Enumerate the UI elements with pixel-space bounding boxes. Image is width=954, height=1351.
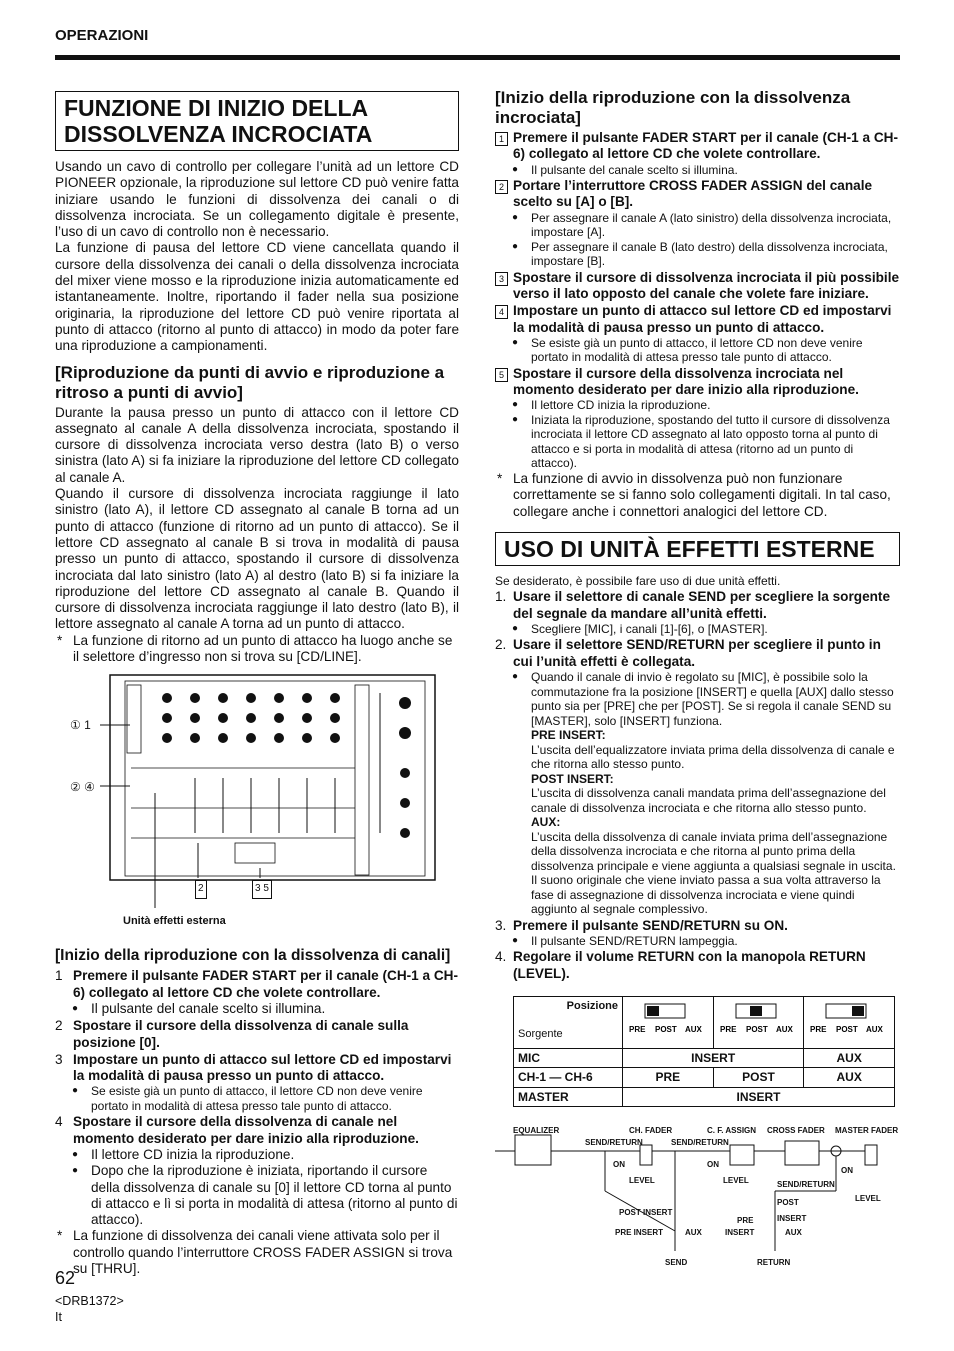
page-number: 62 [55,1268,76,1288]
cross-bullet-5b: ● Iniziata la riproduzione, spostando del tutto il cursore di dissolvenza incrociata il lettore CD assegnato al lato opposto torna al punto di attacco e si porta in modalità di attesa (ritorno ad un punto di attacco). [495,413,900,471]
table-header-cell: Posizione Sorgente [514,996,623,1048]
flow-cf-assign: C. F. ASSIGN [707,1125,757,1135]
subsection-title-channel-fade: [Inizio della riproduzione con la dissolvenza di canali] [55,947,451,965]
left-column [55,91,459,1277]
intro-paragraph-1: Usando un cavo di controllo per collegare l’unità ad un lettore CD PIONEER opzionale, la riproduzione sul lettore CD può venire fatta iniziare usando le funzioni di dissolvenza dei canali o di dissolvenza incrociata. Se un collegamento digitale è presente, l’uso di un cavo di controllo non è necessario. [55,159,459,240]
flow-level-3: LEVEL [855,1193,881,1203]
table-row: CH-1 — CH-6 PRE POST AUX [514,1068,895,1087]
svg-text:AUX: AUX [866,1025,884,1035]
flow-insert: INSERT [725,1227,755,1237]
table-row: MASTER INSERT [514,1087,895,1106]
svg-text:POST: POST [836,1025,859,1035]
post-insert-def: POST INSERT: L’uscita di dissolvenza canali mandata prima dell’assegnazione del canale di dissolvenza incrociata e che ritorna allo stesso punto. [531,771,886,815]
send-return-table [513,996,895,1107]
effects-step-1: 1. Usare il selettore di canale SEND per scegliere la sorgente del segnale da mandare all’unità effetti. [495,589,891,621]
flow-send-return-1: SEND/RETURN [585,1137,643,1147]
pre-insert-def: PRE INSERT: L’uscita dell’equalizzatore inviata prima della dissolvenza di canale e che ritorna allo stesso punto. [531,728,895,772]
switch-position-pre [623,996,714,1048]
flow-level-1: LEVEL [629,1175,655,1185]
cross-step-4: 4 Impostare un punto di attacco sul lettore CD ed impostarvi la modalità di pausa presso un punto di attacco. [495,303,900,336]
section-title-crossfade: FUNZIONE DI INIZIO DELLA DISSOLVENZA INCROCIATA [55,91,459,151]
cross-step-3: 3 Spostare il cursore di dissolvenza incrociata il più possibile verso il lato opposto del canale che volete fare iniziare. [495,270,900,303]
flow-aux-1: AUX [685,1227,702,1237]
svg-text:AUX: AUX [685,1025,702,1035]
channel-bullet-1: ● Il pulsante del canale scelto si illumina. [55,1001,459,1017]
flow-equalizer: EQUALIZER [513,1125,560,1135]
right-column [495,88,900,1271]
subsection-title-crossfade-start: [Inizio della riproduzione con la dissolvenza incrociata] [495,88,851,127]
effects-intro: Se desiderato, è possibile fare uso di due unità effetti. [495,573,781,588]
diagram-label-2: ② ④ [70,780,95,795]
channel-step-4: 4 Spostare il cursore della dissolvenza di canale nel momento desiderato per dare inizio alla riproduzione. [55,1114,419,1146]
section-header: OPERAZIONI [55,27,149,44]
cross-bullet-2a: ● Per assegnare il canale A (lato sinistro) della dissolvenza incrociata, impostare [A]. [495,211,900,240]
effects-bullet-2: ● Quando il canale di invio è regolato su [MIC], è possibile solo la commutazione fra la posizione [INSERT] e quella [AUX] dallo stesso punto sia per [PRE] che per [POST]. Se si regola il canale SEND su [MASTER], solo [INSERT] funziona. [495,670,900,728]
flow-aux-2: AUX [785,1227,802,1237]
diagram-label-4: 3 5 [252,880,272,898]
svg-text:AUX: AUX [775,1025,793,1035]
diagram-caption: Unità effetti esterna [123,915,226,928]
channel-bullet-4b: ● Dopo che la riproduzione è iniziata, riportando il cursore della dissolvenza di canale su [0] il lettore CD torna al punto di attacco e lì si porta in modalità di attesa (ritorno al punto di attacco). [55,1163,459,1228]
mixer-diagram [55,673,459,938]
diagram-label-3: 2 [195,880,207,898]
switch-position-aux [804,996,895,1048]
cross-bullet-2b: ● Per assegnare il canale B (lato destro) della dissolvenza incrociata, impostare [B]. [495,240,900,269]
signal-flow-diagram [495,1121,900,1271]
cross-note: * La funzione di avvio in dissolvenza può non funzionare correttamente se si fanno solo collegamenti digitali. In tal caso, collegare anche i connettori analogici del lettore CD. [495,471,900,520]
flow-pre: PRE [737,1215,754,1225]
cross-step-5: 5 Spostare il cursore della dissolvenza incrociata nel momento desiderato per dare inizio alla riproduzione. [495,366,900,399]
aux-def: AUX: L’uscita della dissolvenza di canale inviata prima dell’assegnazione della dissolvenza incrociata e che ritorna al punto prima della dissolvenza principale e viene aggiunta a qualsiasi segnale in uscita. Il suono originale che viene inviato passa a sua volta attraverso la fase di assegnazione di dissolvenza incrociata e viene quindi aggiunto al segnale complessivo. [531,815,896,917]
svg-text:PRE: PRE [719,1025,737,1035]
flow-send-return-3: SEND/RETURN [777,1179,835,1189]
channel-step-1: 1 Premere il pulsante FADER START per il canale (CH-1 a CH-6) collegato al lettore CD che volete controllare. [55,968,458,1000]
channel-bullet-3: ● Se esiste già un punto di attacco, il lettore CD non deve venire portato in modalità di attesa presso tale punto di attacco. [55,1084,459,1113]
svg-text:POST: POST [655,1025,677,1035]
flow-on-2: ON [707,1159,719,1169]
switch-position-post [713,996,804,1048]
svg-text:PRE: PRE [810,1025,827,1035]
channel-step-3: 3 Impostare un punto di attacco sul lettore CD ed impostarvi la modalità di pausa presso un punto di attacco. [55,1051,452,1084]
cross-step-2: 2 Portare l’interruttore CROSS FADER ASSIGN del canale scelto su [A] o [B]. [495,178,900,211]
flow-master-fader: MASTER FADER [835,1125,899,1135]
effects-bullet-3: ● Il pulsante SEND/RETURN lampeggia. [495,934,900,949]
header-rule [55,55,900,60]
cue-paragraph-1: Durante la pausa presso un punto di attacco con il lettore CD assegnato al canale A della dissolvenza incrociata, spostando il cursore di dissolvenza incrociata verso destra (lato B) o verso sinistra (lato A) si fa iniziare la riproduzione del lettore CD collegato al canale A. [55,404,459,485]
flow-ch-fader: CH. FADER [629,1125,673,1135]
doc-code: <DRB1372> It [55,1294,124,1324]
cross-bullet-1: ● Il pulsante del canale scelto si illumina. [495,163,900,178]
flow-post-insert-1: POST INSERT [619,1207,673,1217]
intro-paragraph-2: La funzione di pausa del lettore CD viene cancellata quando il cursore della dissolvenza dei canali o della dissolvenza incrociata del mixer viene mosso e la riproduzione inizia automaticamente ed istantaneamente. Inoltre, riportando il fader nella sua posizione originaria, la riproduzione del lettore CD può venire riportata al punto di attacco (ritorno al punto di attacco) in modo da poter fare una riproduzione a campionamenti. [55,240,459,354]
flow-cross-fader: CROSS FADER [767,1125,825,1135]
cue-note: * La funzione di ritorno ad un punto di attacco ha luogo anche se il selettore d’ingresso non si trova su [CD/LINE]. [55,633,459,666]
flow-send: SEND [665,1257,688,1267]
flow-send-return-2: SEND/RETURN [671,1137,729,1147]
svg-text:PRE: PRE [629,1025,646,1035]
effects-step-2: 2. Usare il selettore SEND/RETURN per scegliere il punto in cui l’unità effetti è collegata. [495,637,881,669]
effects-bullet-1: ● Scegliere [MIC], i canali [1]-[6], o [MASTER]. [495,622,900,637]
section-title-effects: USO DI UNITÀ EFFETTI ESTERNE [495,532,900,566]
cross-bullet-4: ● Se esiste già un punto di attacco, il lettore CD non deve venire portato in modalità di attesa presso tale punto di attacco. [495,336,900,365]
channel-bullet-4a: ● Il lettore CD inizia la riproduzione. [55,1147,459,1163]
channel-step-2: 2 Spostare il cursore della dissolvenza di canale sulla posizione [0]. [55,1018,409,1050]
flow-post-insert-2: POST INSERT [777,1197,807,1224]
cross-bullet-5a: ● Il lettore CD inizia la riproduzione. [495,398,900,413]
effects-step-4: 4. Regolare il volume RETURN con la manopola RETURN (LEVEL). [495,949,866,981]
table-row: MIC INSERT AUX [514,1048,895,1067]
effects-step-3: 3. Premere il pulsante SEND/RETURN su ON. [495,917,788,933]
cross-step-1: 1 Premere il pulsante FADER START per il canale (CH-1 a CH-6) collegato al lettore CD che volete controllare. [495,130,900,163]
svg-text:POST: POST [745,1025,768,1035]
flow-on-1: ON [613,1159,625,1169]
subsection-title-cue-playback: [Riproduzione da punti di avvio e riproduzione a ritroso a punti di avvio] [55,362,445,402]
channel-note: * La funzione di dissolvenza dei canali viene attivata solo per il controllo quando l’interruttore CROSS FADER ASSIGN si trova su [THRU]. [55,1228,459,1277]
flow-on-3: ON [841,1165,853,1175]
cue-paragraph-2: Quando il cursore di dissolvenza incrociata raggiunge il lato sinistro (lato A), il lettore CD assegnato al canale B torna ad un punto di attacco (funzione di ritorno ad un punto di attacco). Se il lettore CD assegnato al canale B si trova in modalità di pausa presso un punto di attacco, spostando il cursore di dissolvenza incrociata dal lato sinistro (lato A) al destro (lato B) si fa iniziare la riproduzione del lettore CD assegnato al canale B. Quando il cursore di dissolvenza incrociata raggiunge il lato destro (lato B), il lettore assegnato al canale A torna ad un punto di attacco. [55,486,459,632]
flow-level-2: LEVEL [723,1175,749,1185]
diagram-label-1: ① 1 [70,718,91,733]
flow-return: RETURN [757,1257,791,1267]
flow-pre-insert-1: PRE INSERT [615,1227,664,1237]
